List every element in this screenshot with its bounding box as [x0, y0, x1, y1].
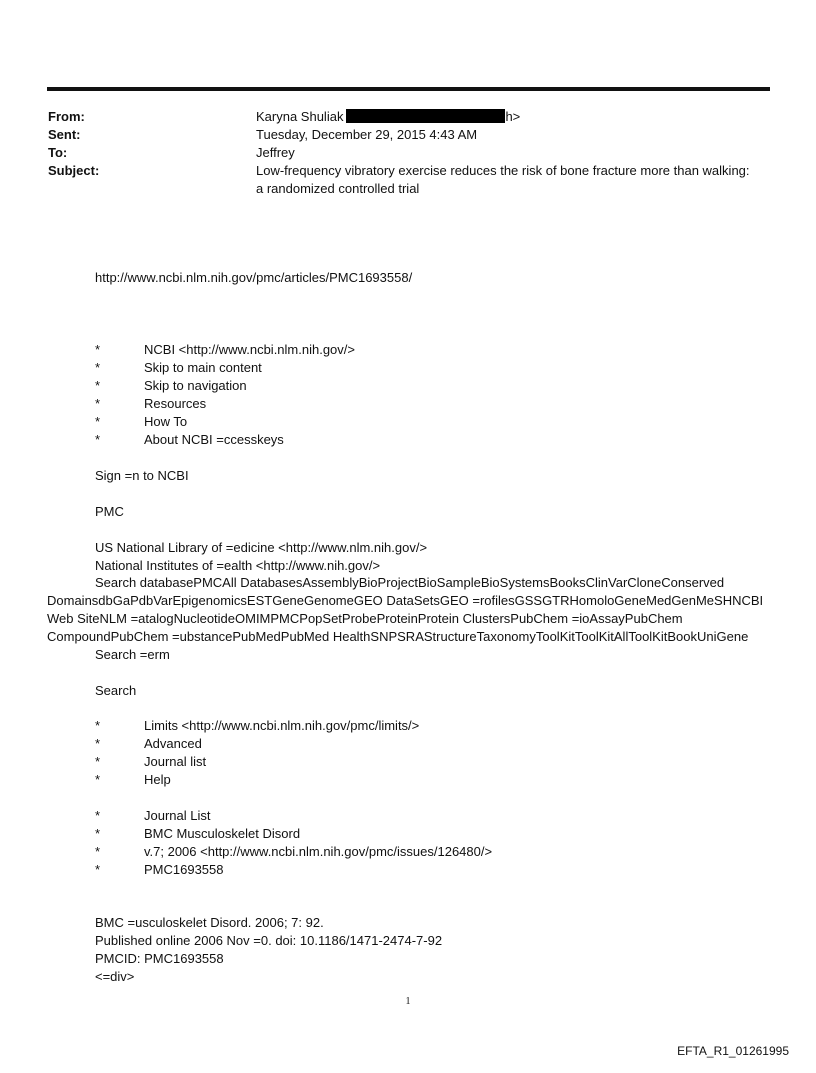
nih-text[interactable]: National Institutes of =ealth <http://www.nih.gov/> — [95, 558, 381, 573]
to-row — [48, 144, 773, 162]
database-line-3: Web SiteNLM =atalogNucleotideOMIMPMCPopSetProbeProteinProtein ClustersPubChem =ioAssayPubChem — [47, 611, 683, 626]
list-item[interactable]: * PMC1693558 — [95, 861, 492, 879]
sent-value: Tuesday, December 29, 2015 4:43 AM — [256, 127, 478, 142]
header-rule — [47, 87, 770, 91]
database-line-4: CompoundPubChem =ubstancePubMedPubMed HealthSNPSRAStructureTaxonomyToolKitToolKitAllToolKitBookUniGene — [47, 629, 749, 644]
from-label: From: — [48, 109, 85, 124]
list-item[interactable]: * About NCBI =ccesskeys — [95, 431, 355, 449]
pmc-text: PMC — [95, 504, 124, 519]
list-item[interactable]: * Help — [95, 771, 419, 789]
list-item[interactable]: * Limits <http://www.ncbi.nlm.nih.gov/pmc/limits/> — [95, 717, 419, 735]
search-links-list — [95, 717, 419, 789]
nlm-text[interactable]: US National Library of =edicine <http://www.nlm.nih.gov/> — [95, 540, 428, 555]
journal-breadcrumb-list — [95, 807, 492, 879]
subject-value — [256, 162, 773, 198]
from-value — [256, 108, 773, 126]
pmcid-text: PMCID: PMC1693558 — [95, 951, 224, 966]
list-item[interactable]: * Journal List — [95, 807, 492, 825]
list-item[interactable]: * BMC Musculoskelet Disord — [95, 825, 492, 843]
database-line-2: DomainsdbGaPdbVarEpigenomicsESTGeneGenomeGEO DataSetsGEO =rofilesGSSGTRHomoloGeneMedGenMeSHNCBI — [47, 593, 764, 608]
published-text: Published online 2006 Nov =0. doi: 10.1186/1471-2474-7-92 — [95, 933, 443, 948]
list-item[interactable]: * How To — [95, 413, 355, 431]
database-line-1: Search databasePMCAll DatabasesAssemblyBioProjectBioSampleBioSystemsBooksClinVarCloneConserved — [95, 575, 725, 590]
from-name: Karyna Shuliak — [256, 109, 344, 124]
list-item[interactable]: * v.7; 2006 <http://www.ncbi.nlm.nih.gov/pmc/issues/126480/> — [95, 843, 492, 861]
from-tail: h> — [505, 109, 521, 124]
database-list — [47, 574, 773, 646]
to-label: To: — [48, 145, 68, 160]
sent-row — [48, 126, 773, 144]
search-text: Search — [95, 683, 137, 698]
list-item[interactable]: * Skip to navigation — [95, 377, 355, 395]
subject-line-1: Low-frequency vibratory exercise reduces the risk of bone fracture more than walking: — [256, 163, 750, 178]
nav-list — [95, 341, 355, 449]
document-id: EFTA_R1_01261995 — [677, 1044, 789, 1058]
list-item[interactable]: * Skip to main content — [95, 359, 355, 377]
subject-row — [48, 162, 773, 198]
article-url[interactable]: http://www.ncbi.nlm.nih.gov/pmc/articles/PMC1693558/ — [95, 270, 413, 285]
list-item[interactable]: * Journal list — [95, 753, 419, 771]
redaction-box — [346, 109, 505, 123]
list-item[interactable]: * NCBI <http://www.ncbi.nlm.nih.gov/> — [95, 341, 355, 359]
to-value: Jeffrey — [256, 145, 295, 160]
subject-line-2: a randomized controlled trial — [256, 181, 420, 196]
sent-label: Sent: — [48, 127, 81, 142]
search-term-text: Search =erm — [95, 647, 170, 662]
page-number: 1 — [405, 996, 411, 1007]
email-header — [48, 108, 773, 198]
sign-in-text[interactable]: Sign =n to NCBI — [95, 468, 189, 483]
list-item[interactable]: * Resources — [95, 395, 355, 413]
subject-label: Subject: — [48, 163, 100, 178]
div-tag-text: <=div> — [95, 969, 135, 984]
from-row — [48, 108, 773, 126]
list-item[interactable]: * Advanced — [95, 735, 419, 753]
citation-text: BMC =usculoskelet Disord. 2006; 7: 92. — [95, 915, 324, 930]
